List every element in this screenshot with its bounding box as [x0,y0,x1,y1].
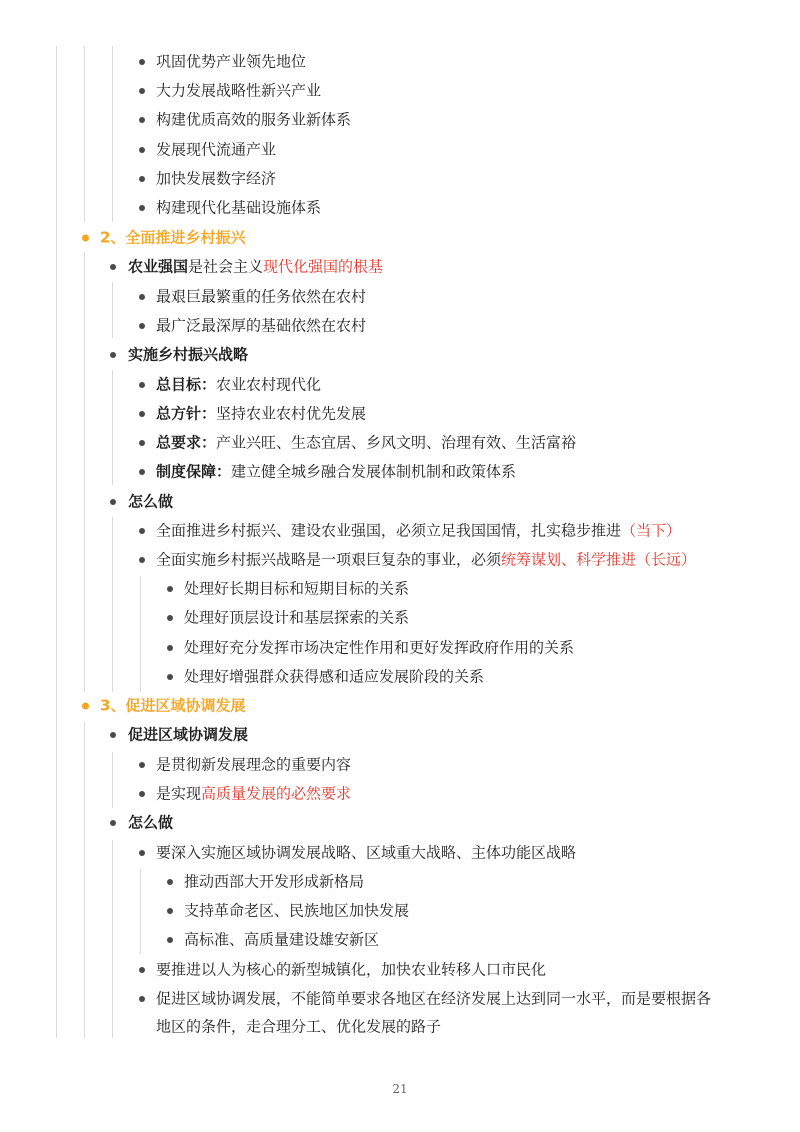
bullet-icon [139,411,145,417]
list-item [0,838,800,867]
list-item [0,867,800,896]
node-title: 怎么做 [128,492,174,510]
list-item [0,662,800,691]
list-item [0,457,800,486]
item-label: 总方针： [156,404,217,422]
node-title: 促进区域协调发展 [128,725,249,743]
item-label: 制度保障： [156,462,232,480]
list-item-text [156,457,516,486]
list-item-text [156,428,576,457]
list-item-text: 要推进以人为核心的新型城镇化，加快农业转移人口市民化 [156,960,547,978]
node-title: 怎么做 [128,813,174,831]
outline-node[interactable] [0,340,800,369]
list-item [0,545,800,574]
bullet-icon [167,908,173,914]
list-item [0,135,800,164]
bullet-icon [139,88,145,94]
bullet-icon [139,59,145,65]
section-heading[interactable] [0,223,800,252]
bullet-icon [139,762,145,768]
bullet-icon [167,674,173,680]
bullet-icon [139,323,145,329]
list-item [0,428,800,457]
bullet-icon [139,176,145,182]
outline-node[interactable] [0,487,800,516]
highlight-text: 高质量发展的必然要求 [201,784,352,802]
bullet-icon [110,352,116,358]
list-item [0,164,800,193]
list-item-text: 要深入实施区域协调发展战略、区域重大战略、主体功能区战略 [156,843,577,861]
list-item [0,516,800,545]
list-item-text: 处理好长期目标和短期目标的关系 [184,579,410,597]
section-title: 2、全面推进乡村振兴 [100,228,246,246]
item-value: 坚持农业农村优先发展 [216,404,367,422]
text-segment: 全面实施乡村振兴战略是一项艰巨复杂的事业，必须 [156,550,502,568]
bullet-icon [139,528,145,534]
list-item [0,633,800,662]
list-item-text: 处理好顶层设计和基层探索的关系 [184,608,410,626]
outline-node[interactable] [0,720,800,749]
list-item-continuation [0,1012,800,1041]
node-text [128,252,383,281]
highlight-text: 统筹谋划、科学推进（长远） [501,550,697,568]
section-title: 3、促进区域协调发展 [100,696,246,714]
list-item-text: 推动西部大开发形成新格局 [184,872,365,890]
list-item [0,47,800,76]
list-item-text: 处理好充分发挥市场决定性作用和更好发挥政府作用的关系 [184,638,575,656]
list-item [0,603,800,632]
bullet-icon [167,586,173,592]
bullet-icon [82,702,89,709]
list-item-text: 最广泛最深厚的基础依然在农村 [156,316,367,334]
bullet-icon [139,850,145,856]
highlight-text: 现代化强国的根基 [263,257,384,275]
bullet-icon [139,791,145,797]
text-segment: 全面推进乡村振兴、建设农业强国，必须立足我国国情，扎实稳步推进 [156,521,622,539]
bullet-icon [139,117,145,123]
list-item-text [156,399,366,428]
bullet-icon [110,820,116,826]
item-label: 总要求： [156,433,217,451]
list-item-text [156,516,681,545]
keyword: 农业强国 [128,257,189,275]
bullet-icon [110,499,116,505]
list-item-text: 地区的条件，走合理分工、优化发展的路子 [156,1017,442,1035]
list-item [0,925,800,954]
bullet-icon [139,382,145,388]
item-value: 建立健全城乡融合发展体制机制和政策体系 [231,462,517,480]
text-segment: 是实现 [156,784,202,802]
list-item-text [156,370,321,399]
page-number: 21 [392,1082,408,1096]
list-item [0,750,800,779]
bullet-icon [139,205,145,211]
text-segment: 是社会主义 [188,257,264,275]
list-item-text: 加快发展数字经济 [156,169,277,187]
list-item [0,282,800,311]
list-item [0,779,800,808]
bullet-icon [82,234,89,241]
bullet-icon [139,469,145,475]
list-item-text: 支持革命老区、民族地区加快发展 [184,901,410,919]
bullet-icon [139,557,145,563]
section-heading[interactable] [0,691,800,720]
list-item-text: 最艰巨最繁重的任务依然在农村 [156,287,367,305]
bullet-icon [110,264,116,270]
bullet-icon [167,879,173,885]
bullet-icon [167,615,173,621]
outline-node[interactable] [0,808,800,837]
list-item [0,105,800,134]
bullet-icon [139,294,145,300]
list-item-text: 促进区域协调发展，不能简单要求各地区在经济发展上达到同一水平，而是要根据各 [156,989,712,1007]
list-item-text [156,545,696,574]
node-title: 实施乡村振兴战略 [128,345,249,363]
list-item [0,76,800,105]
bullet-icon [167,937,173,943]
list-item-text: 处理好增强群众获得感和适应发展阶段的关系 [184,667,485,685]
item-value: 产业兴旺、生态宜居、乡风文明、治理有效、生活富裕 [216,433,577,451]
list-item-text [156,779,351,808]
list-item [0,984,800,1013]
list-item-text: 是贯彻新发展理念的重要内容 [156,755,352,773]
list-item [0,574,800,603]
list-item-text: 构建优质高效的服务业新体系 [156,110,352,128]
item-value: 农业农村现代化 [216,375,322,393]
bullet-icon [139,147,145,153]
bullet-icon [110,732,116,738]
bullet-icon [139,440,145,446]
bullet-icon [139,996,145,1002]
outline-node[interactable] [0,252,800,281]
list-item-text: 大力发展战略性新兴产业 [156,81,322,99]
list-item [0,311,800,340]
list-item [0,955,800,984]
list-item [0,399,800,428]
list-item-text: 发展现代流通产业 [156,140,277,158]
list-item [0,193,800,222]
item-label: 总目标： [156,375,217,393]
list-item [0,370,800,399]
highlight-text: （当下） [621,521,682,539]
list-item-text: 巩固优势产业领先地位 [156,52,307,70]
list-item-text: 高标准、高质量建设雄安新区 [184,930,380,948]
bullet-icon [167,645,173,651]
list-item-text: 构建现代化基础设施体系 [156,198,322,216]
bullet-icon [139,967,145,973]
list-item [0,896,800,925]
